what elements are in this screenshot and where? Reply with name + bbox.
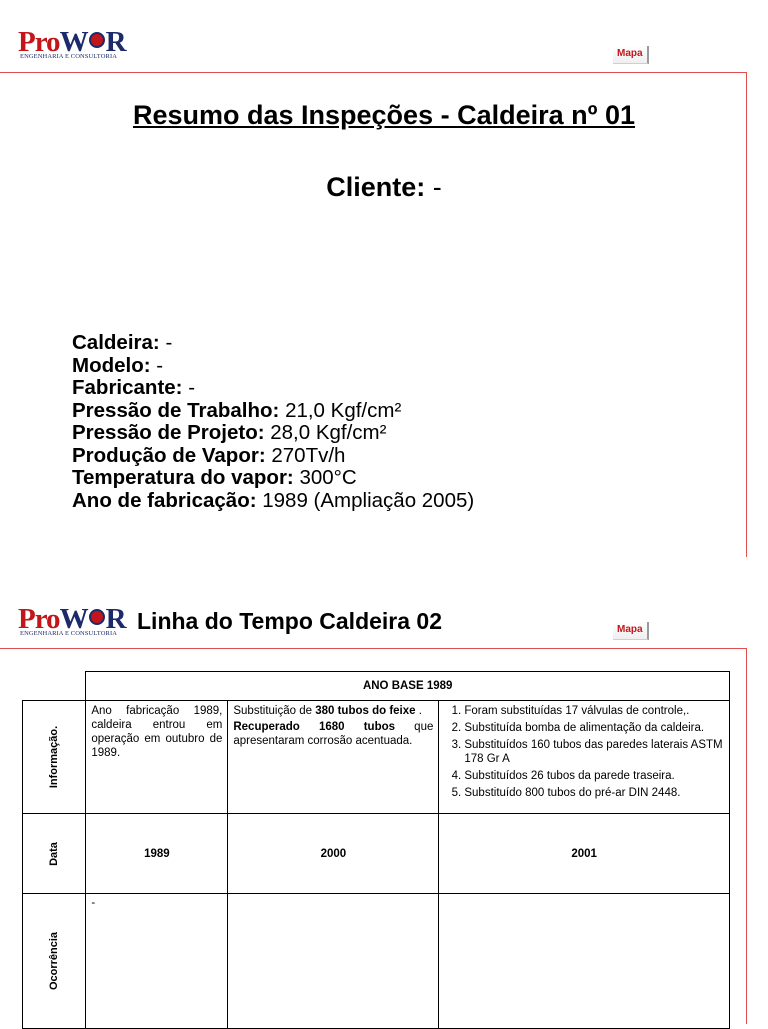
cliente-line: [0, 172, 768, 203]
slide-gap: [0, 560, 768, 592]
spec-producao-vapor: Produção de Vapor: 270Tv/h: [72, 443, 346, 467]
date-2001: 2001: [439, 814, 730, 894]
page-title: Resumo das Inspeções - Caldeira nº 01: [132, 100, 636, 130]
spec-ano-fabricacao: Ano de fabricação: 1989 (Ampliação 2005): [72, 488, 475, 512]
ocorrencia-1989: -: [86, 894, 228, 1029]
spec-temperatura-vapor: Temperatura do vapor: 300°C: [72, 466, 357, 489]
row-label-data: Data: [23, 814, 86, 894]
mapa-button[interactable]: Mapa: [613, 622, 649, 640]
prowr-logo: ProW R ENGENHARIA E CONSULTORIA: [18, 603, 126, 637]
row-label-ocorrencia: Ocorrência: [23, 894, 86, 1029]
date-1989: 1989: [86, 814, 228, 894]
cliente-value: -: [432, 172, 442, 202]
timeline-table: [22, 671, 730, 1029]
ocorrencia-row: [23, 894, 730, 1029]
list-item: 1. Foram substituídas 17 válvulas de controle,.: [464, 704, 724, 718]
list-item: 4. Substituídos 26 tubos da parede traseira.: [464, 769, 724, 783]
info-row: [23, 701, 730, 814]
mapa-button[interactable]: Mapa: [613, 46, 649, 64]
header-divider: [0, 72, 747, 73]
cliente-label: Cliente:: [326, 172, 426, 202]
ocorrencia-2001: [439, 894, 730, 1029]
globe-icon: [89, 609, 105, 625]
info-1989: Ano fabricação 1989, caldeira entrou em operação em outubro de 1989.: [86, 701, 228, 814]
spec-fabricante: Fabricante: -: [72, 376, 196, 399]
ano-base-header: ANO BASE 1989: [86, 672, 730, 701]
info-2000: Substituição de 380 tubos do feixe . Recuperado 1680 tubos que apresentaram corrosão acentuada.: [228, 701, 439, 814]
row-label-informacao: Informação.: [23, 701, 86, 814]
date-2000: 2000: [228, 814, 439, 894]
slide-linha-do-tempo: [0, 592, 768, 1024]
data-row: [23, 814, 730, 894]
spec-caldeira: Caldeira: -: [72, 331, 173, 354]
timeline-title: Linha do Tempo Caldeira 02: [137, 608, 443, 634]
prowr-logo: ProW R ENGENHARIA E CONSULTORIA: [18, 26, 126, 60]
info-2001-list: [444, 704, 724, 800]
list-item: 5. Substituído 800 tubos do pré-ar DIN 2448.: [464, 786, 724, 800]
list-item: 3. Substituídos 160 tubos das paredes laterais ASTM 178 Gr A: [464, 738, 724, 766]
ocorrencia-2000: [228, 894, 439, 1029]
slide-border: [746, 648, 747, 1024]
spec-modelo: Modelo: -: [72, 353, 164, 377]
spec-pressao-projeto: Pressão de Projeto: 28,0 Kgf/cm²: [72, 421, 387, 444]
header-divider: [0, 648, 747, 649]
list-item: 2. Substituída bomba de alimentação da caldeira.: [464, 721, 724, 735]
slide-border: [746, 72, 747, 557]
boiler-specs: [72, 332, 474, 512]
spec-pressao-trabalho: Pressão de Trabalho: 21,0 Kgf/cm²: [72, 398, 402, 422]
info-2001: [439, 701, 730, 814]
table-header-row: [23, 672, 730, 701]
globe-icon: [89, 32, 105, 48]
